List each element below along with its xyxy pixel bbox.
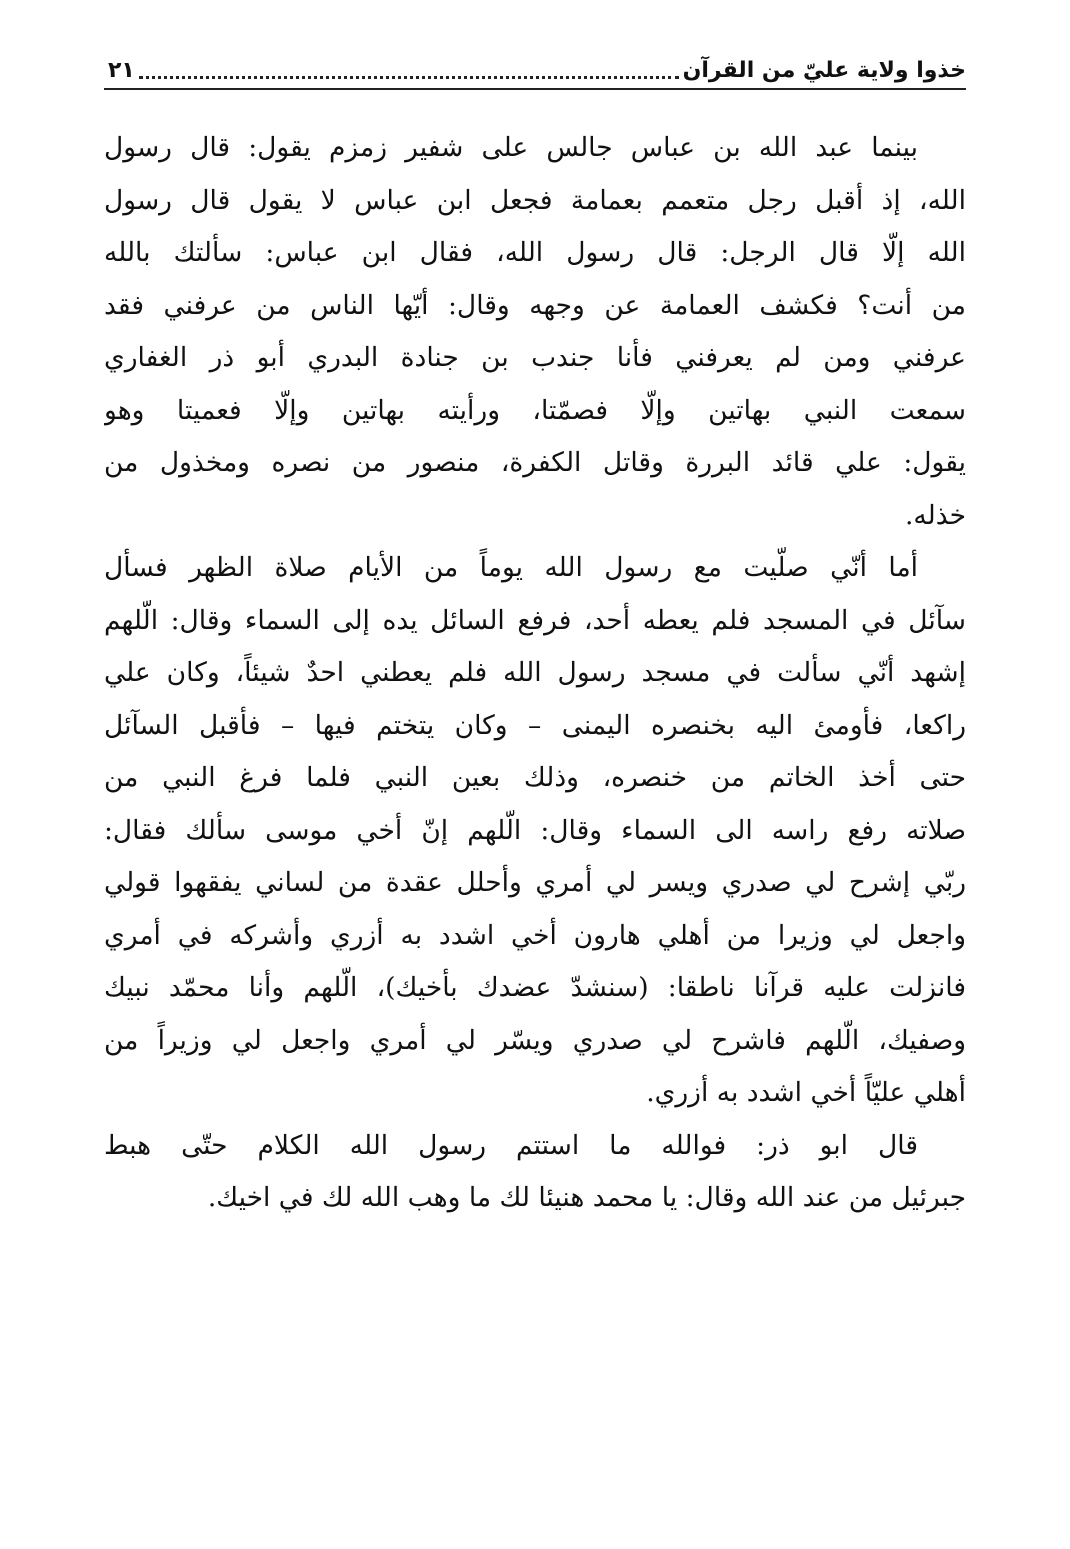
- text-line: أهلي عليّاً أخي اشدد به أزري.: [646, 1077, 966, 1108]
- page-number: ٢١: [108, 58, 135, 83]
- text-line: الله إلّا قال الرجل: قال رسول الله، فقال ابن عباس: سألتك بالله: [104, 237, 966, 268]
- text-line: أما أنّي صلّيت مع رسول الله يوماً من الأيام صلاة الظهر فسأل: [104, 552, 918, 583]
- text-line: إشهد أنّي سألت في مسجد رسول الله فلم يعطني احدٌ شيئاً، وكان علي: [104, 657, 966, 688]
- text-line: يقول: علي قائد البررة وقاتل الكفرة، منصور من نصره ومخذول من: [104, 447, 966, 478]
- text-line: جبرئيل من عند الله وقال: يا محمد هنيئا لك ما وهب الله لك في اخيك.: [207, 1182, 966, 1213]
- text-line: سمعت النبي بهاتين وإلّا فصمّتا، ورأيته بهاتين وإلّا فعميتا وهو: [104, 394, 966, 426]
- paragraph-2: [104, 542, 966, 1120]
- text-line: قال ابو ذر: فوالله ما استتم رسول الله الكلام حتّى هبط: [104, 1129, 918, 1161]
- text-line: من أنت؟ فكشف العمامة عن وجهه وقال: أيّها الناس من عرفني فقد: [104, 289, 966, 321]
- text-line: بينما عبد الله بن عباس جالس على شفير زمزم يقول: قال رسول: [104, 132, 918, 163]
- text-line: راكعا، فأومئ اليه بخنصره اليمنى – وكان يتختم فيها – فأقبل السآئل: [104, 709, 966, 741]
- running-header: [104, 46, 966, 86]
- header-rule: [104, 88, 966, 90]
- text-line: عرفني ومن لم يعرفني فأنا جندب بن جنادة البدري أبو ذر الغفاري: [104, 342, 966, 373]
- header-dot-leader: [139, 75, 679, 79]
- running-header-title: خذوا ولاية عليّ من القرآن: [682, 58, 966, 83]
- text-line: ربّي إشرح لي صدري ويسر لي أمري وأحلل عقدة من لساني يفقهوا قولي: [104, 867, 966, 898]
- text-line: خذله.: [905, 499, 966, 531]
- text-line: صلاته رفع راسه الى السماء وقال: الّلهم إنّ أخي موسى سألك فقال:: [104, 814, 966, 846]
- paragraph-3: [104, 1120, 966, 1225]
- body-text: [104, 122, 966, 1422]
- text-line: وصفيك، الّلهم فاشرح لي صدري ويسّر لي أمري واجعل لي وزيراً من: [104, 1024, 966, 1056]
- text-line: حتى أخذ الخاتم من خنصره، وذلك بعين النبي فلما فرغ النبي من: [104, 762, 966, 793]
- text-line: فانزلت عليه قرآنا ناطقا: (سنشدّ عضدك بأخيك)، الّلهم وأنا محمّد نبيك: [104, 972, 966, 1003]
- paragraph-1: [104, 122, 966, 542]
- text-line: سآئل في المسجد فلم يعطه أحد، فرفع السائل يده إلى السماء وقال: الّلهم: [104, 604, 966, 636]
- text-line: الله، إذ أقبل رجل متعمم بعمامة فجعل ابن عباس لا يقول قال رسول: [104, 184, 966, 216]
- text-line: واجعل لي وزيرا من أهلي هارون أخي اشدد به أزري وأشركه في أمري: [104, 919, 966, 951]
